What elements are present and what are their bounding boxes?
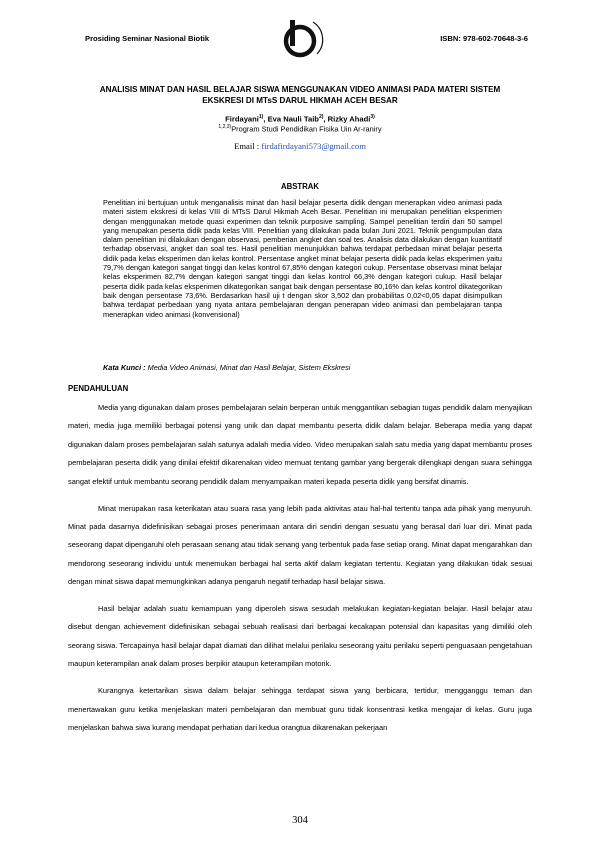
paragraph: Kurangnya ketertarikan siswa dalam belajar sehingga terdapat siswa yang berbicara, tertidur, mengganggu teman dan menertawakan guru ketika menjelaskan materi pembelajaran dan membuat guru tidak konsentrasi ketika mengajar di kelas. Guru juga menjelaskan bahwa siwa kurang mendapat perhatian dari kedua orangtua dikarenakan pekerjaan: [68, 686, 532, 732]
email-label: Email :: [234, 141, 260, 151]
author-name: Eva Nauli Taib: [267, 114, 319, 124]
affiliation-text: Program Studi Pendidikan Fisika Uin Ar-raniry: [231, 124, 382, 134]
section-body: [68, 399, 532, 746]
paper-title: ANALISIS MINAT DAN HASIL BELAJAR SISWA MENGGUNAKAN VIDEO ANIMASI PADA MATERI SISTEM EKSKRESI DI MTsS DARUL HIKMAH ACEH BESAR: [99, 85, 501, 105]
abstract-text: Penelitian ini bertujuan untuk menganalisis minat dan hasil belajar peserta didik dengan menerapkan video animasi pada materi sistem ekskresi di kelas VIII di MTsS Darul Hikmah Aceh Besar. Penelitian ini merupakan penelitian eksperimen dengan menggunakan metode quasi experimen dan teknik purposive sampling. Sampel penelitian terdiri dari 50 sampel yang merupakan peserta didik pada kelas VIII. Penelitian yang dilakukan pada bulan Juni 2021. Teknik pengumpulan data dalam penelitian ini dilakukan dengan observasi, pemberian angket dan soal tes. Analisis data dilakukan dengan kuantitatif terhadap observasi, angket dan soal tes. Hasil penelitian menunjukkan bahwa terdapat perbedaan minat belajar peserta didik pada kelas eksperimen dan kelas kontrol. Persentase angket minat belajar peserta didik pada kelas eksperimen yaitu 79,7% dengan kategori sangat tinggi dan kelas kontrol 67,85% dengan kategori cukup. Persentase observasi minat belajar kelas eksperimen 82,7% dengan kategori sangat tinggi dan kelas kontrol 66,3% dengan kategori cukup. Hasil belajar peserta didik pada kelas eksperimen dikategorikan sangat baik dengan persentase 80,16% dan kelas kontrol dikategorikan baik dengan persentase 73,6%. Berdasarkan hasil uji t dengan skor 3,502 dan probabilitas 0,02<0,05 dapat disimpulkan bahwa terdapat perbedaan yang nyata antara pembelajaran dengan penerapan video animasi dan pembelajaran tanpa menerapkan video animasi (konvensional): [103, 198, 502, 319]
running-header-left: Prosiding Seminar Nasional Biotik: [85, 34, 210, 43]
paragraph: Hasil belajar adalah suatu kemampuan yang diperoleh siswa sesudah melakukan kegiatan-kegiatan belajar. Hasil belajar atau disebut dengan achievement didefinisikan sebagai sebuah realisasi dari berbagai kecakapan potensial dan kapasitas yang dimiliki oleh seorang siswa. Tercapainya hasil belajar dapat diamati dan dilihat melalui perilaku seseorang yaitu perilaku seperti penguasaan pengetahuan maupun keterampilan anak dalam proses berpikir ataupun keterampilan motorik.: [68, 604, 532, 669]
abstract-heading: ABSTRAK: [280, 182, 320, 191]
author-name: Rizky Ahadi: [327, 114, 371, 124]
affiliation: [0, 124, 600, 133]
section-heading: PENDAHULUAN: [68, 384, 129, 393]
author-sup: 1): [258, 114, 264, 120]
email-link[interactable]: firdafirdayani573@gmail.com: [261, 141, 366, 151]
keywords-label: Kata Kunci :: [103, 363, 146, 372]
email-line: [0, 141, 600, 151]
seminar-logo: [280, 14, 326, 64]
author-list: Firdayani$^{1)}$, Eva Nauli Taib$^{2)}$, Rizky Ahadi$^{3)}$: [225, 114, 375, 124]
affiliation-sup: 1,2,3): [218, 124, 232, 130]
author-name: Firdayani: [225, 114, 259, 124]
keywords-text: Media Video Animasi, Minat dan Hasil Belajar, Sistem Ekskresi: [147, 363, 351, 372]
paragraph: Minat merupakan rasa keterikatan atau suara rasa yang lebih pada aktivitas atau hal-hal tertentu tanpa ada pihak yang menyuruh. Minat pada dasarnya didefinisikan sebagai proses penerimaan antara diri sendiri dengan sesuatu yang berasal dari luar diri. Minat pada seseorang dapat dipengaruhi oleh perasaan senang atau tidak senang yang terbentuk pada fase setiap orang. Minat dapat mengarahkan dan mendorong seseorang individu untuk menemukan berbagai hal serta aktif dalam kegiatan tertentu. Kegiatan yang dilakukan tidak sesuai dengan minat siswa dapat memungkinkan adanya pengaruh negatif terhadap hasil belajar siswa.: [68, 503, 532, 587]
isbn-header: ISBN: 978-602-70648-3-6: [440, 34, 528, 43]
paragraph: Media yang digunakan dalam proses pembelajaran selain berperan untuk menggantikan sebagian tugas pendidik dalam menyajikan materi, media juga memiliki berbagai potensi yang unik dan dapat membantu peserta didik dalam belajar. Beberapa media yang dapat digunakan dalam proses pembelajaran salah satunya adalah media video. Video merupakan salah satu media yang dapat membantu proses pembelajaran peserta didik yang dinilai efektif dikarenakan video memuat tentang gambar yang bergerak dilengkapi dengan suara sehingga sangat efektif untuk membantu seorang pendidik dalam menyampaikan materi kepada peserta didik yang bersifat dinamis.: [68, 403, 532, 486]
author-sup: 3): [370, 114, 375, 120]
page-number: 304: [292, 815, 308, 826]
keywords: [103, 363, 502, 372]
author-sup: 2): [318, 114, 324, 120]
seminar-logo-icon: [280, 14, 326, 64]
